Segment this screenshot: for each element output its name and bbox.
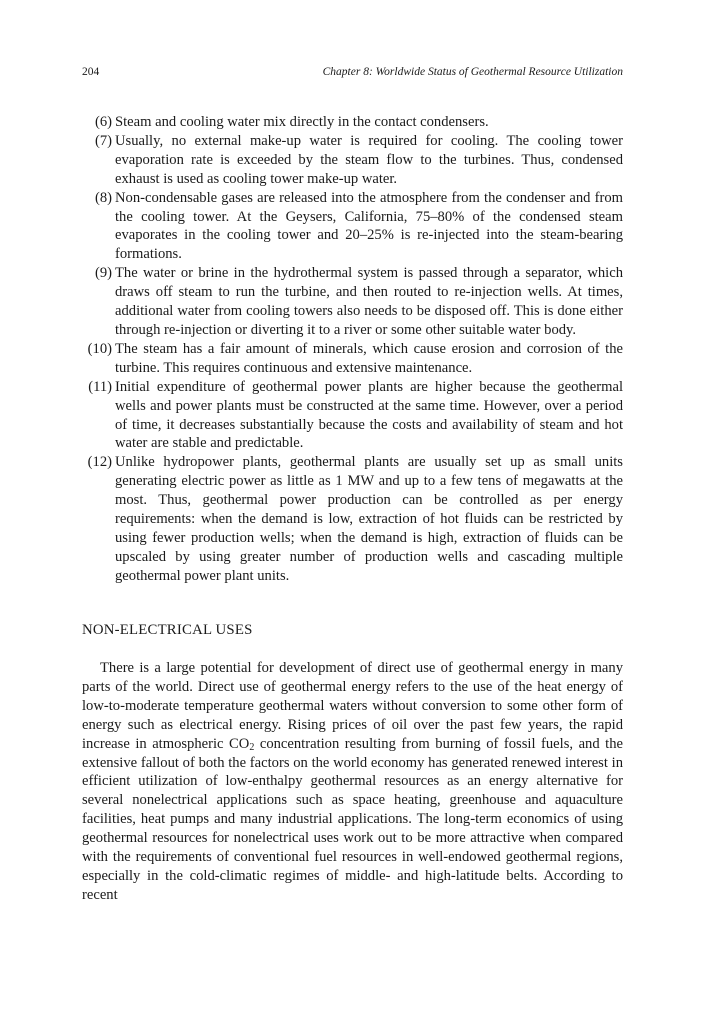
co2-subscript: 2 bbox=[249, 741, 255, 753]
list-item-8 bbox=[82, 189, 623, 265]
list-item-9 bbox=[82, 264, 623, 340]
list-item-text: The steam has a fair amount of minerals, which cause erosion and corrosion of the turbine. This requires continuous and extensive maintenance. bbox=[115, 340, 623, 376]
list-item-number: (6) bbox=[94, 114, 112, 130]
paragraph-text-part2: concentration resulting from burning of fossil fuels, and the extensive fallout of both the factors on the world economy has generated renewed interest in efficient utilization of low-enthalpy geothermal resources as an energy alternative for several nonelectrical applications such as space heating, greenhouse and aquaculture facilities, heat pumps and many industrial applications. The long-term economics of using geothermal resources for nonelectrical uses work out to be more attractive when compared with the requirements of conventional fuel resources in well-endowed geothermal regions, especially in the cold-climatic regimes of middle- and high-latitude belts. According to recent bbox=[82, 735, 623, 903]
list-item-text: The water or brine in the hydrothermal system is passed through a separator, which draws off steam to run the turbine, and then routed to re-injection wells. At times, additional water from cooling towers also needs to be disposed off. This is done either through re-injection or diverting it to a river or some other suitable water body. bbox=[115, 265, 623, 338]
body-paragraph bbox=[82, 659, 623, 905]
list-item-text: Usually, no external make-up water is required for cooling. The cooling tower evaporation rate is exceeded by the steam flow to the turbines. Thus, condensed exhaust is used as cooling tower make-up water. bbox=[115, 132, 623, 187]
list-item-6 bbox=[82, 113, 623, 132]
list-item-number: (10) bbox=[87, 340, 112, 357]
list-item-text: Initial expenditure of geothermal power plants are higher because the geothermal wells and power plants must be constructed at the same time. However, over a period of time, it decreases substantially because the costs and availability of steam and hot water are stable and predictable. bbox=[115, 378, 623, 452]
list-item-7 bbox=[82, 132, 623, 189]
chapter-title: Chapter 8: Worldwide Status of Geothermal Resource Utilization bbox=[322, 66, 623, 78]
book-page bbox=[82, 0, 623, 1024]
list-item-number: (9) bbox=[94, 265, 112, 282]
paragraph-text-part1: There is a large potential for development of direct use of geothermal energy in many parts of the world. Direct use of geothermal energy refers to the use of the heat energy of low-to-moderate temperature geothermal waters without conversion to some other form of energy such as electrical energy. Rising prices of oil over the past few years, the rapid increase in atmospheric CO bbox=[82, 660, 623, 752]
page-number: 204 bbox=[82, 66, 100, 78]
list-item-text: Unlike hydropower plants, geothermal plants are usually set up as small units generating electric power as little as 1 MW and up to a few tens of megawatts at the most. Thus, geothermal power production can be controlled as per energy requirements: when the demand is low, extraction of hot fluids can be restricted by using fewer production wells; when the demand is high, extraction of fluids can be upscaled by using greater number of production wells and cascading multiple geothermal power plant units. bbox=[115, 454, 623, 584]
section-heading: NON-ELECTRICAL USES bbox=[82, 622, 253, 638]
list-item-number: (11) bbox=[88, 378, 112, 395]
list-item-text: Non-condensable gases are released into the atmosphere from the condenser and from the cooling tower. At the Geysers, California, 75–80% of the condensed steam evaporates in the cooling tower and 20–25% is re-injected into the steam-bearing formations. bbox=[115, 189, 623, 263]
list-item-number: (8) bbox=[94, 189, 112, 206]
list-item-12 bbox=[82, 453, 623, 585]
numbered-list bbox=[82, 113, 623, 586]
list-item-10 bbox=[82, 340, 623, 378]
list-item-number: (7) bbox=[94, 132, 112, 149]
list-item-text: Steam and cooling water mix directly in the contact condensers. bbox=[115, 114, 489, 130]
running-head bbox=[82, 66, 623, 82]
list-item-number: (12) bbox=[87, 454, 112, 471]
list-item-11 bbox=[82, 378, 623, 454]
